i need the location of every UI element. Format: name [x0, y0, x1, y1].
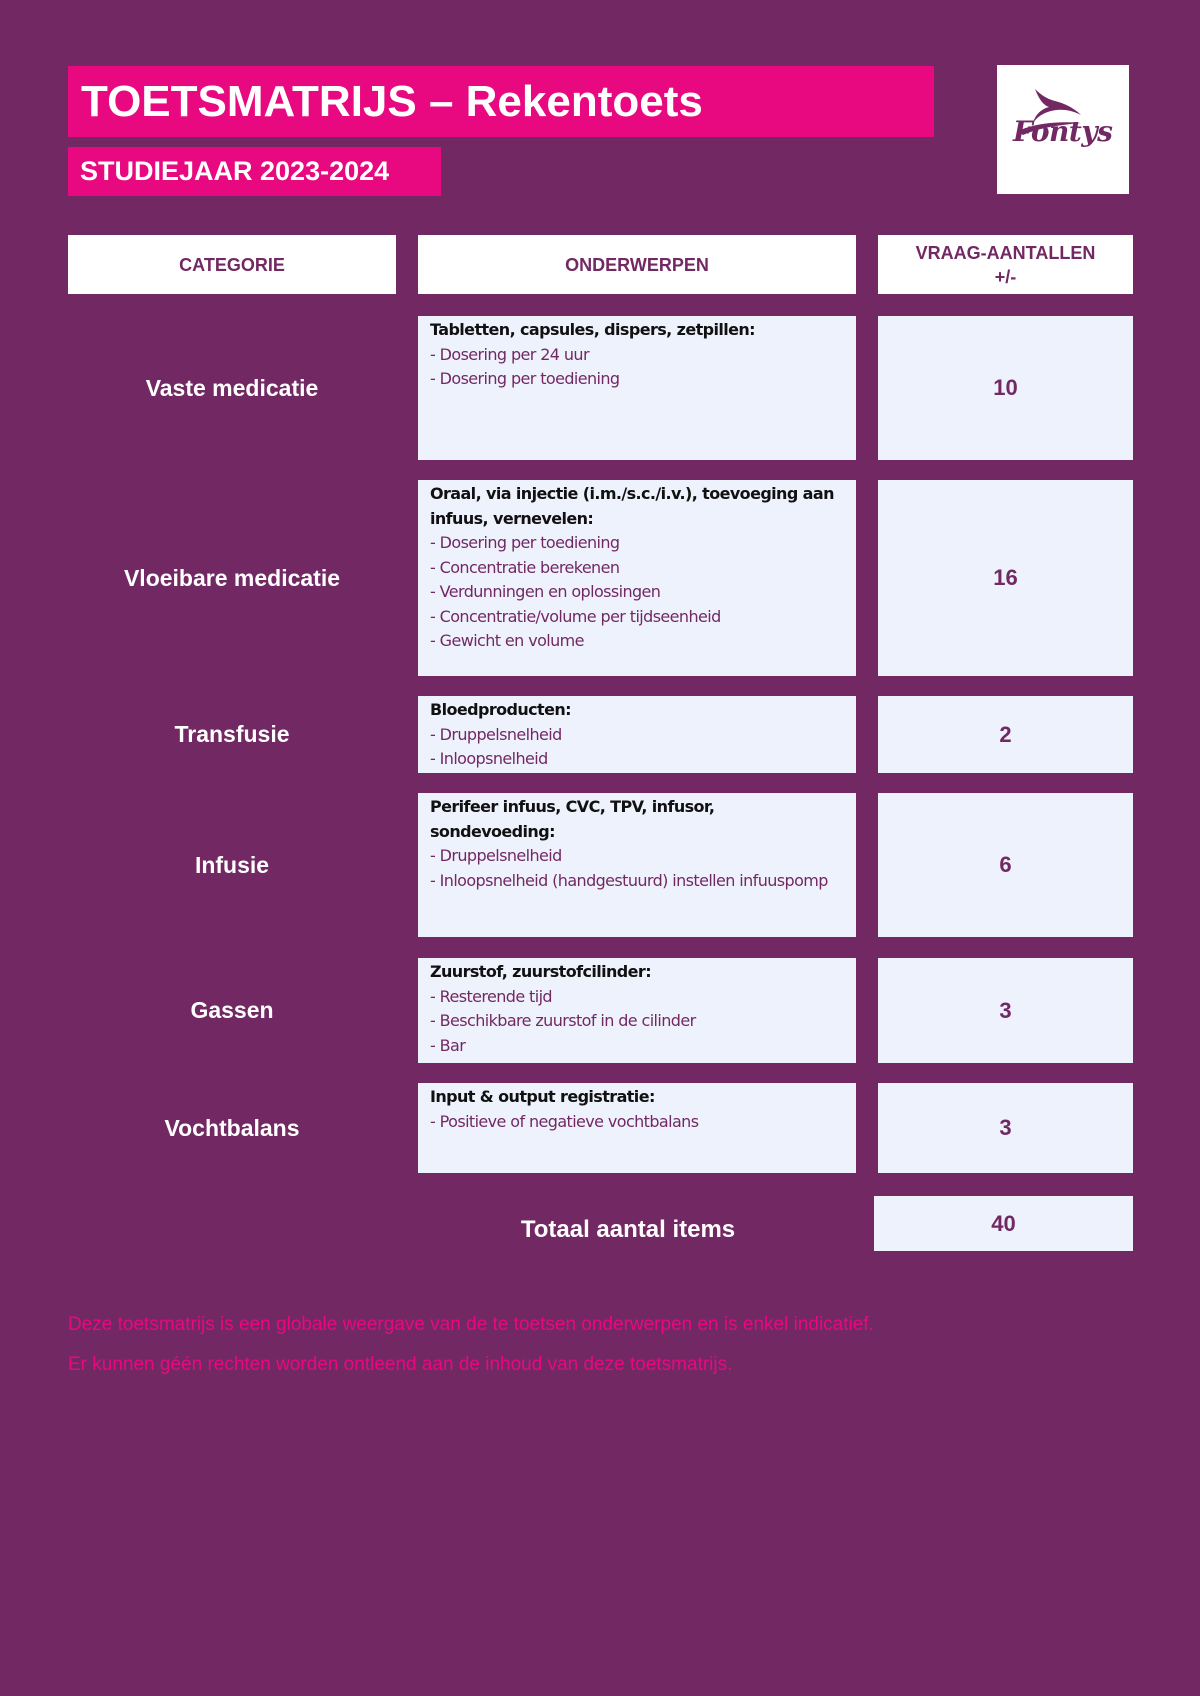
column-header-onderwerpen: ONDERWERPEN — [418, 235, 856, 294]
topic-vaste-medicatie — [418, 316, 856, 460]
topic-item: - Inloopsnelheid — [430, 749, 548, 768]
topic-heading: Tabletten, capsules, dispers, zetpillen: — [430, 320, 755, 339]
total-value: 40 — [874, 1196, 1133, 1251]
page-title: TOETSMATRIJS – Rekentoets — [68, 66, 934, 137]
topic-item: - Dosering per toediening — [430, 369, 620, 388]
category-vaste-medicatie: Vaste medicatie — [145, 374, 319, 401]
disclaimer-line: Er kunnen géén rechten worden ontleend aan de inhoud van deze toetsmatrijs. — [68, 1354, 733, 1375]
disclaimer-line: Deze toetsmatrijs is een globale weergave van de te toetsen onderwerpen en is enkel indicatief. — [68, 1314, 874, 1335]
topic-item: - Druppelsnelheid — [430, 724, 562, 744]
logo-wordmark: Fontys — [1013, 115, 1113, 148]
category-gassen: Gassen — [190, 997, 274, 1023]
topic-heading: Bloedproducten: — [430, 700, 571, 719]
topic-item: - Dosering per 24 uur — [430, 344, 589, 364]
total-label: Totaal aantal items — [520, 1216, 736, 1243]
topic-vloeibare-medicatie — [418, 480, 856, 676]
fontys-logo — [997, 65, 1129, 194]
topic-item: - Dosering per toediening — [430, 533, 620, 552]
topic-item: - Verdunningen en oplossingen — [430, 582, 661, 601]
topic-item: - Gewicht en volume — [430, 631, 584, 650]
topic-item: - Resterende tijd — [430, 986, 552, 1006]
topic-item: - Concentratie/volume per tijdseenheid — [430, 606, 721, 626]
column-header-vraag-aantallen-label: VRAAG-AANTALLEN +/- — [915, 242, 1096, 287]
topic-item: - Bar — [430, 1035, 466, 1055]
column-header-vraag-aantallen — [878, 235, 1133, 294]
count-transfusie: 2 — [878, 696, 1133, 773]
category-infusie: Infusie — [194, 851, 270, 878]
count-infusie: 6 — [878, 793, 1133, 937]
topic-heading: Oraal, via injectie (i.m./s.c./i.v.), toevoeging aan infuus, vernevelen: — [430, 484, 834, 528]
topic-item: - Inloopsnelheid (handgestuurd) instellen infuuspomp — [430, 870, 828, 890]
topic-item: - Beschikbare zuurstof in de cilinder — [430, 1011, 696, 1030]
topic-heading: Zuurstof, zuurstofcilinder: — [430, 962, 652, 981]
count-vaste-medicatie: 10 — [878, 316, 1133, 460]
topic-item: - Positieve of negatieve vochtbalans — [430, 1111, 699, 1131]
topic-transfusie — [418, 696, 856, 773]
topic-item: - Druppelsnelheid — [430, 846, 562, 865]
count-gassen: 3 — [878, 958, 1133, 1063]
column-header-categorie: CATEGORIE — [68, 235, 396, 294]
topic-heading: Perifeer infuus, CVC, TPV, infusor, sondevoeding: — [430, 797, 715, 841]
page-subtitle: STUDIEJAAR 2023-2024 — [68, 147, 441, 196]
category-transfusie: Transfusie — [174, 721, 290, 747]
count-vloeibare-medicatie: 16 — [878, 480, 1133, 676]
category-vloeibare-medicatie: Vloeibare medicatie — [123, 564, 341, 591]
topic-heading: Input & output registratie: — [430, 1087, 655, 1106]
category-vochtbalans: Vochtbalans — [164, 1114, 300, 1141]
topic-vochtbalans — [418, 1083, 856, 1173]
topic-gassen — [418, 958, 856, 1063]
topic-item: - Concentratie berekenen — [430, 557, 620, 577]
topic-infusie — [418, 793, 856, 937]
count-vochtbalans: 3 — [878, 1083, 1133, 1173]
